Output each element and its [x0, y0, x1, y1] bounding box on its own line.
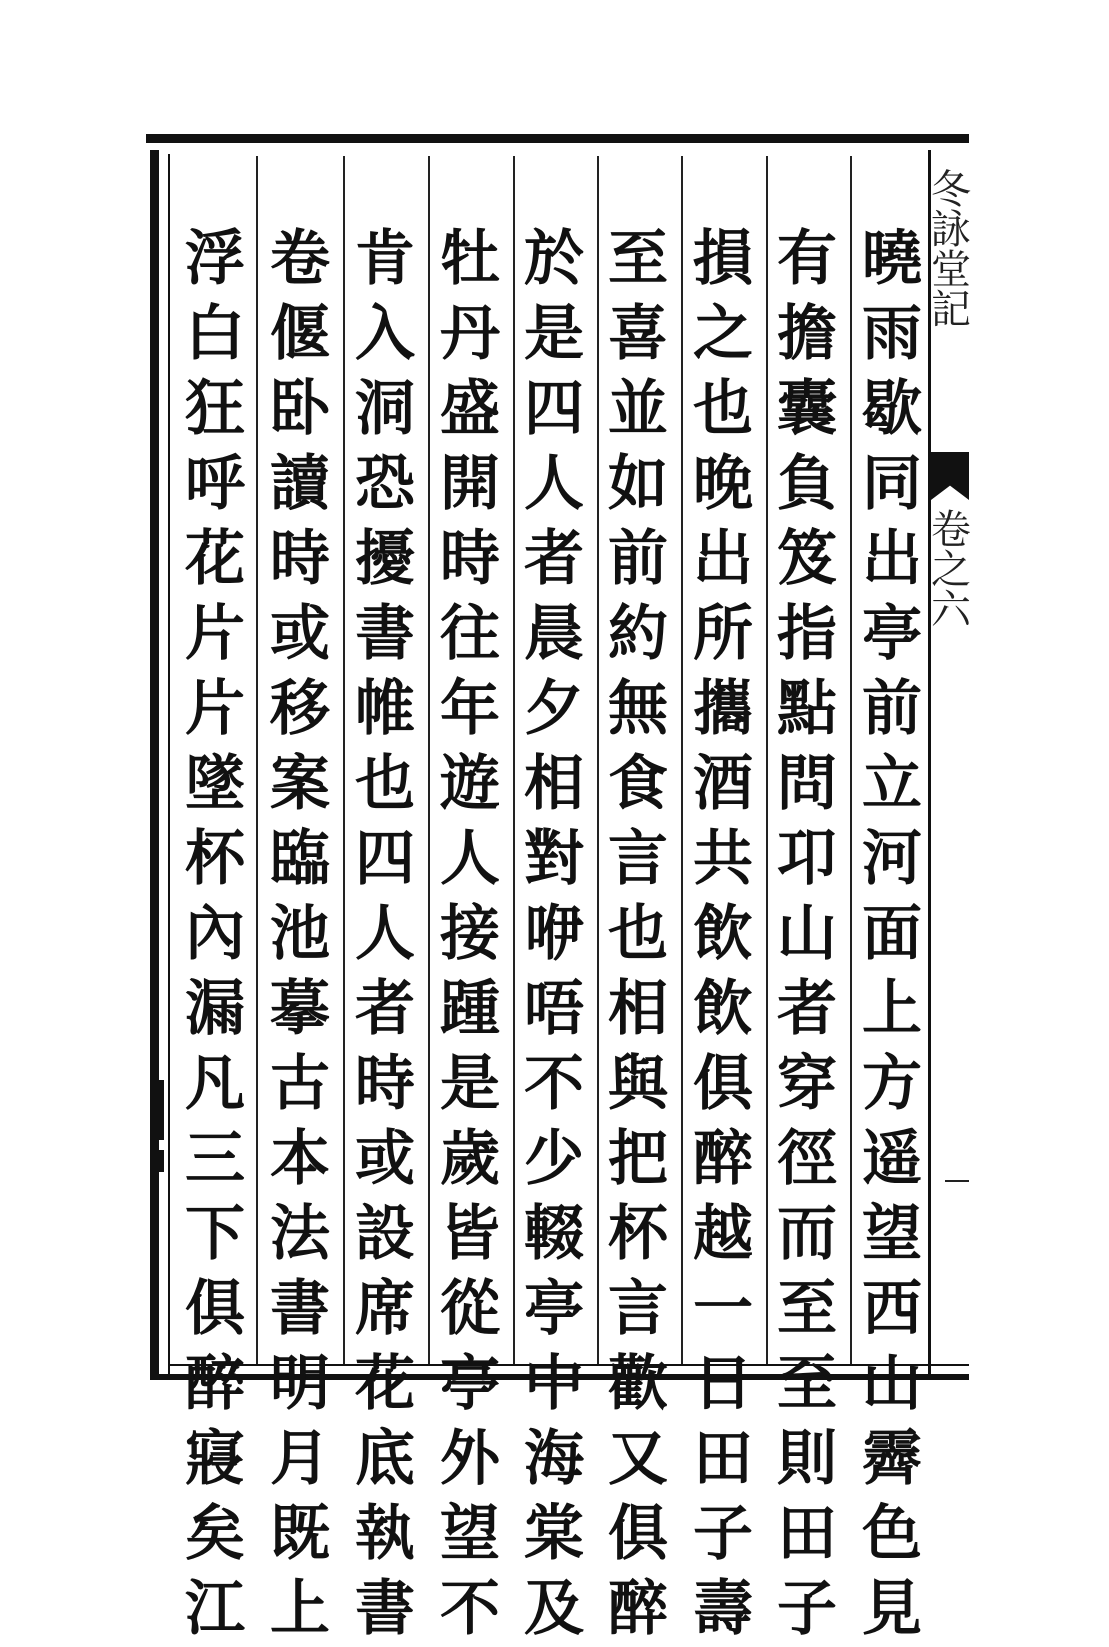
glyph: 讀 — [270, 449, 330, 519]
left-inner-rule — [168, 154, 170, 1374]
glyph: 不 — [524, 1049, 584, 1119]
glyph: 洞 — [355, 374, 415, 444]
glyph: 明 — [270, 1349, 330, 1419]
text-column-1 — [857, 222, 927, 1644]
glyph: 相 — [524, 749, 584, 819]
glyph: 丹 — [440, 299, 500, 369]
glyph: 呼 — [185, 449, 245, 519]
glyph: 又 — [608, 1424, 668, 1494]
column-rule — [597, 156, 599, 1364]
glyph: 既 — [270, 1499, 330, 1569]
glyph: 言 — [608, 824, 668, 894]
glyph: 於 — [524, 224, 584, 294]
text-column-4 — [603, 222, 673, 1644]
margin-title — [931, 167, 971, 333]
glyph: 擾 — [355, 524, 415, 594]
glyph: 望 — [440, 1499, 500, 1569]
glyph: 時 — [270, 524, 330, 594]
column-rule — [681, 156, 683, 1364]
margin-tick-mark — [945, 1180, 969, 1182]
glyph: 矣 — [185, 1499, 245, 1569]
glyph: 入 — [355, 299, 415, 369]
glyph: 狂 — [185, 374, 245, 444]
glyph: 卷 — [270, 224, 330, 294]
glyph: 人 — [524, 449, 584, 519]
glyph: 凡 — [185, 1049, 245, 1119]
glyph: 不 — [440, 1574, 500, 1644]
column-rule — [343, 156, 345, 1364]
glyph: 點 — [777, 674, 837, 744]
glyph: 把 — [608, 1124, 668, 1194]
glyph: 偃 — [270, 299, 330, 369]
glyph: 飲 — [693, 974, 753, 1044]
glyph: 飲 — [693, 899, 753, 969]
glyph: 歡 — [608, 1349, 668, 1419]
glyph: 者 — [777, 974, 837, 1044]
glyph: 亭 — [862, 599, 922, 669]
glyph: 方 — [862, 1049, 922, 1119]
glyph: 牡 — [440, 224, 500, 294]
glyph: 歲 — [440, 1124, 500, 1194]
glyph: 越 — [693, 1199, 753, 1269]
glyph: 臨 — [270, 824, 330, 894]
glyph: 漏 — [185, 974, 245, 1044]
glyph: 寢 — [185, 1424, 245, 1494]
glyph: 皆 — [440, 1199, 500, 1269]
glyph: 往 — [440, 599, 500, 669]
glyph: 上 — [862, 974, 922, 1044]
glyph: 共 — [693, 824, 753, 894]
glyph: 或 — [355, 1124, 415, 1194]
binding-smudge — [154, 1150, 164, 1172]
glyph: 者 — [524, 524, 584, 594]
glyph: 時 — [440, 524, 500, 594]
glyph: 亭 — [440, 1349, 500, 1419]
glyph: 遊 — [440, 749, 500, 819]
glyph: 輟 — [524, 1199, 584, 1269]
glyph: 也 — [355, 749, 415, 819]
glyph: 摹 — [270, 974, 330, 1044]
glyph: 子 — [693, 1499, 753, 1569]
block-margin — [931, 150, 971, 1375]
glyph: 至 — [777, 1274, 837, 1344]
glyph: 江 — [185, 1574, 245, 1644]
column-rule — [428, 156, 430, 1364]
glyph: 踵 — [440, 974, 500, 1044]
text-column-3 — [688, 222, 758, 1644]
glyph: 本 — [270, 1124, 330, 1194]
glyph: 杯 — [608, 1199, 668, 1269]
margin-glyph: 卷 — [931, 507, 971, 553]
glyph: 亭 — [524, 1274, 584, 1344]
glyph: 相 — [608, 974, 668, 1044]
glyph: 池 — [270, 899, 330, 969]
glyph: 棠 — [524, 1499, 584, 1569]
glyph: 笈 — [777, 524, 837, 594]
glyph: 海 — [524, 1424, 584, 1494]
glyph: 中 — [524, 1349, 584, 1419]
glyph: 時 — [355, 1049, 415, 1119]
column-rule — [850, 156, 852, 1364]
glyph: 子 — [777, 1574, 837, 1644]
glyph: 片 — [185, 674, 245, 744]
glyph: 面 — [862, 899, 922, 969]
glyph: 之 — [693, 299, 753, 369]
glyph: 花 — [185, 524, 245, 594]
glyph: 望 — [862, 1199, 922, 1269]
glyph: 下 — [185, 1199, 245, 1269]
glyph: 而 — [777, 1199, 837, 1269]
glyph: 片 — [185, 599, 245, 669]
margin-glyph: 堂 — [931, 247, 971, 293]
glyph: 恐 — [355, 449, 415, 519]
glyph: 內 — [185, 899, 245, 969]
margin-glyph: 冬 — [931, 167, 971, 213]
left-border-rule — [150, 150, 159, 1378]
glyph: 或 — [270, 599, 330, 669]
glyph: 底 — [355, 1424, 415, 1494]
glyph: 杯 — [185, 824, 245, 894]
margin-glyph: 六 — [931, 587, 971, 633]
glyph: 醉 — [608, 1574, 668, 1644]
margin-glyph: 詠 — [931, 207, 971, 253]
glyph: 卭 — [777, 824, 837, 894]
glyph: 咿 — [524, 899, 584, 969]
binding-smudge — [154, 1080, 164, 1140]
glyph: 指 — [777, 599, 837, 669]
glyph: 也 — [608, 899, 668, 969]
glyph: 出 — [693, 524, 753, 594]
glyph: 盛 — [440, 374, 500, 444]
glyph: 食 — [608, 749, 668, 819]
glyph: 唔 — [524, 974, 584, 1044]
glyph: 人 — [440, 824, 500, 894]
glyph: 言 — [608, 1274, 668, 1344]
glyph: 所 — [693, 599, 753, 669]
glyph: 夕 — [524, 674, 584, 744]
glyph: 同 — [862, 449, 922, 519]
glyph: 晨 — [524, 599, 584, 669]
column-rule — [766, 156, 768, 1364]
glyph: 約 — [608, 599, 668, 669]
column-rule — [256, 156, 258, 1364]
glyph: 月 — [270, 1424, 330, 1494]
glyph: 是 — [524, 299, 584, 369]
glyph: 移 — [270, 674, 330, 744]
glyph: 田 — [777, 1499, 837, 1569]
glyph: 從 — [440, 1274, 500, 1344]
text-column-8 — [265, 222, 335, 1644]
glyph: 案 — [270, 749, 330, 819]
glyph: 有 — [777, 224, 837, 294]
glyph: 壽 — [693, 1574, 753, 1644]
glyph: 山 — [777, 899, 837, 969]
glyph: 花 — [355, 1349, 415, 1419]
glyph: 喜 — [608, 299, 668, 369]
glyph: 至 — [777, 1349, 837, 1419]
glyph: 與 — [608, 1049, 668, 1119]
glyph: 也 — [693, 374, 753, 444]
glyph: 法 — [270, 1199, 330, 1269]
glyph: 日 — [693, 1349, 753, 1419]
column-rule — [513, 156, 515, 1364]
glyph: 山 — [862, 1349, 922, 1419]
glyph: 歇 — [862, 374, 922, 444]
glyph: 執 — [355, 1499, 415, 1569]
glyph: 出 — [862, 524, 922, 594]
glyph: 攜 — [693, 674, 753, 744]
glyph: 開 — [440, 449, 500, 519]
glyph: 及 — [524, 1574, 584, 1644]
glyph: 雨 — [862, 299, 922, 369]
glyph: 對 — [524, 824, 584, 894]
glyph: 並 — [608, 374, 668, 444]
glyph: 色 — [862, 1499, 922, 1569]
glyph: 西 — [862, 1274, 922, 1344]
glyph: 帷 — [355, 674, 415, 744]
glyph: 俱 — [185, 1274, 245, 1344]
glyph: 無 — [608, 674, 668, 744]
text-column-9 — [180, 222, 250, 1644]
glyph: 墜 — [185, 749, 245, 819]
text-column-5 — [519, 222, 589, 1644]
glyph: 霽 — [862, 1424, 922, 1494]
glyph: 曉 — [862, 224, 922, 294]
glyph: 一 — [693, 1274, 753, 1344]
glyph: 書 — [355, 599, 415, 669]
glyph: 如 — [608, 449, 668, 519]
glyph: 書 — [355, 1574, 415, 1644]
glyph: 醉 — [185, 1349, 245, 1419]
margin-glyph: 之 — [931, 547, 971, 593]
glyph: 則 — [777, 1424, 837, 1494]
glyph: 古 — [270, 1049, 330, 1119]
text-column-2 — [772, 222, 842, 1644]
glyph: 俱 — [693, 1049, 753, 1119]
glyph: 上 — [270, 1574, 330, 1644]
top-border-rule — [146, 134, 969, 143]
glyph: 接 — [440, 899, 500, 969]
glyph: 年 — [440, 674, 500, 744]
glyph: 至 — [608, 224, 668, 294]
text-column-6 — [435, 222, 505, 1644]
glyph: 者 — [355, 974, 415, 1044]
glyph: 見 — [862, 1574, 922, 1644]
glyph: 俱 — [608, 1499, 668, 1569]
glyph: 少 — [524, 1124, 584, 1194]
glyph: 田 — [693, 1424, 753, 1494]
glyph: 擔 — [777, 299, 837, 369]
glyph: 白 — [185, 299, 245, 369]
glyph: 損 — [693, 224, 753, 294]
glyph: 河 — [862, 824, 922, 894]
text-column-7 — [350, 222, 420, 1644]
glyph: 立 — [862, 749, 922, 819]
glyph: 遥 — [862, 1124, 922, 1194]
glyph: 三 — [185, 1124, 245, 1194]
glyph: 囊 — [777, 374, 837, 444]
glyph: 晚 — [693, 449, 753, 519]
glyph: 外 — [440, 1424, 500, 1494]
glyph: 席 — [355, 1274, 415, 1344]
glyph: 問 — [777, 749, 837, 819]
margin-volume — [931, 507, 971, 633]
margin-glyph: 記 — [931, 287, 971, 333]
glyph: 浮 — [185, 224, 245, 294]
glyph: 徑 — [777, 1124, 837, 1194]
glyph: 卧 — [270, 374, 330, 444]
glyph: 酒 — [693, 749, 753, 819]
glyph: 人 — [355, 899, 415, 969]
glyph: 四 — [524, 374, 584, 444]
glyph: 前 — [862, 674, 922, 744]
glyph: 肯 — [355, 224, 415, 294]
glyph: 是 — [440, 1049, 500, 1119]
glyph: 設 — [355, 1199, 415, 1269]
glyph: 穿 — [777, 1049, 837, 1119]
glyph: 前 — [608, 524, 668, 594]
glyph: 負 — [777, 449, 837, 519]
glyph: 四 — [355, 824, 415, 894]
glyph: 醉 — [693, 1124, 753, 1194]
glyph: 書 — [270, 1274, 330, 1344]
